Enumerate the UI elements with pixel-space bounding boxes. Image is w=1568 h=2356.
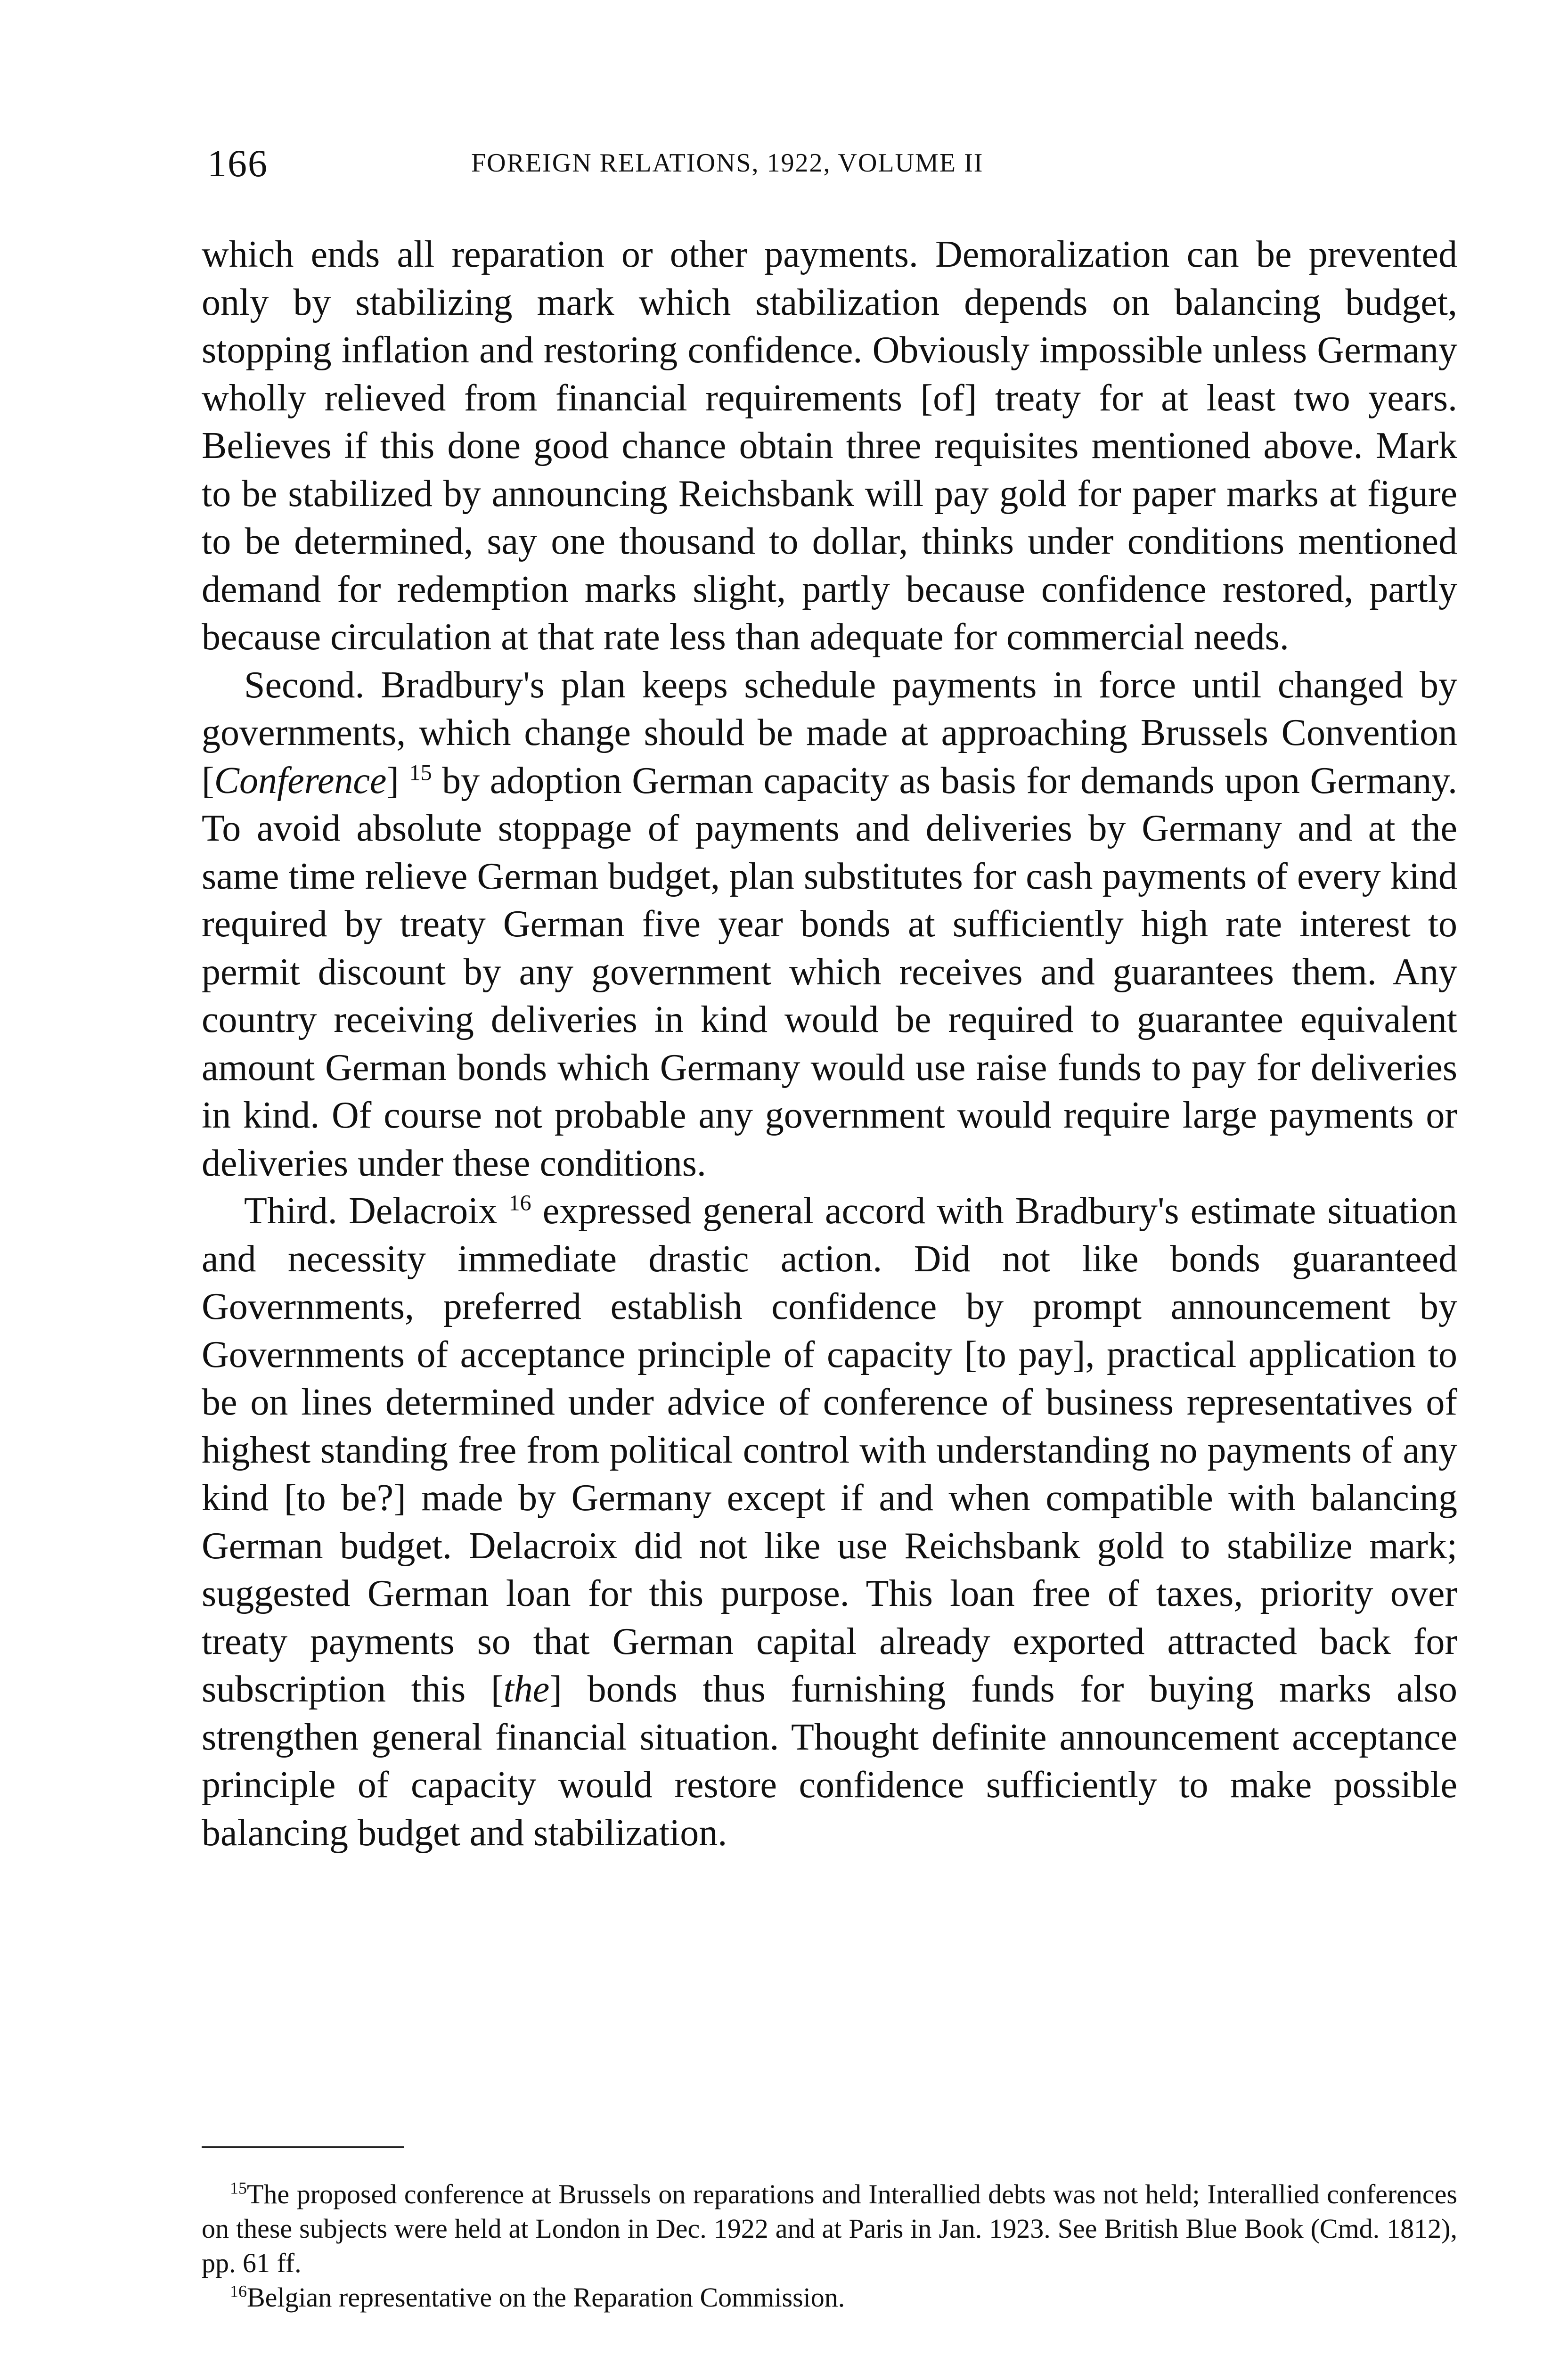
- paragraph-third-text-c: ] bonds thus furnishing funds for buying marks also strengthen general financial situation. Thought definite announcement acceptance principle of capacity would restore confidence sufficiently to make possible balancing budget and stabilization.: [202, 1669, 1457, 1854]
- page-header: [207, 141, 1451, 193]
- paragraph-second-text-b: by adoption German capacity as basis for demands upon Germany. To avoid absolute stoppage of payments and deliveries by Germany and at the same time relieve German budget, plan substitutes for cash payments of every kind required by treaty German five year bonds at sufficiently high rate interest to permit discount by any government which receives and guarantees them. Any country receiving deliveries in kind would be required to guarantee equivalent amount German bonds which Germany would use raise funds to pay for deliveries in kind. Of course not probable any government would require large payments or deliveries under these conditions.: [202, 760, 1458, 1184]
- footnotes: [202, 2177, 1457, 2315]
- footnote-number: 16: [230, 2282, 247, 2301]
- footnote-ref-15: 15: [409, 760, 432, 785]
- paragraph-1-text: which ends all reparation or other payments. Demoralization can be prevented only by stabilizing mark which stabilization depends on balancing budget, stopping inflation and restoring confidence. Obviously impossible unless Germany wholly relieved from financial requirements [of] treaty for at least two years. Believes if this done good chance obtain three requisites mentioned above. Mark to be stabilized by announcing Reichsbank will pay gold for paper marks at figure to be determined, say one thousand to dollar, thinks under conditions mentioned demand for redemption marks slight, partly because confidence restored, partly because circulation at that rate less than adequate for commercial needs.: [202, 234, 1457, 658]
- footnote-divider: [202, 2146, 404, 2148]
- footnote-text: The proposed conference at Brussels on reparations and Interallied debts was not held; Interallied conferences on these subjects were held at London in Dec. 1922 and at Paris in Jan. 1923. See British Blue Book (Cmd. 1812), pp. 61 ff.: [202, 2179, 1457, 2278]
- footnote-text: Belgian representative on the Reparation Commission.: [247, 2282, 845, 2313]
- italic-conference: Conference: [214, 760, 387, 802]
- footnote-number: 15: [230, 2178, 247, 2198]
- paragraph-second: [202, 662, 1457, 1188]
- paragraph-third-text-b: expressed general accord with Bradbury's estimate situation and necessity immediate drastic action. Did not like bonds guaranteed Governments, preferred establish confidence by prompt announcement by Governments of acceptance principle of capacity [to pay], practical application to be on lines determined under advice of conference of business representatives of highest standing free from political control with understanding no payments of any kind [to be?] made by Germany except if and when compatible with balancing German budget. Delacroix did not like use Reichsbank gold to stabilize mark; suggested German loan for this purpose. This loan free of taxes, priority over treaty payments so that German capital already exported attracted back for subscription this [: [202, 1190, 1458, 1710]
- footnote-16: [202, 2280, 1457, 2315]
- page-number: 166: [207, 142, 268, 185]
- italic-the: the: [503, 1669, 550, 1710]
- footnote-15: [202, 2177, 1457, 2280]
- footnote-ref-16: 16: [508, 1190, 531, 1216]
- paragraph-second-text-a: Second. Bradbury's plan keeps schedule payments in force until changed by governments, which change should be made at approaching Brussels Convention [: [202, 664, 1457, 802]
- body-text: [202, 231, 1457, 1857]
- bracket-close: ]: [386, 760, 400, 802]
- paragraph-third: [202, 1187, 1457, 1857]
- paragraph-third-text-a: Third. Delacroix: [244, 1190, 498, 1232]
- running-title: FOREIGN RELATIONS, 1922, VOLUME II: [471, 148, 984, 178]
- paragraph-1: [202, 231, 1457, 662]
